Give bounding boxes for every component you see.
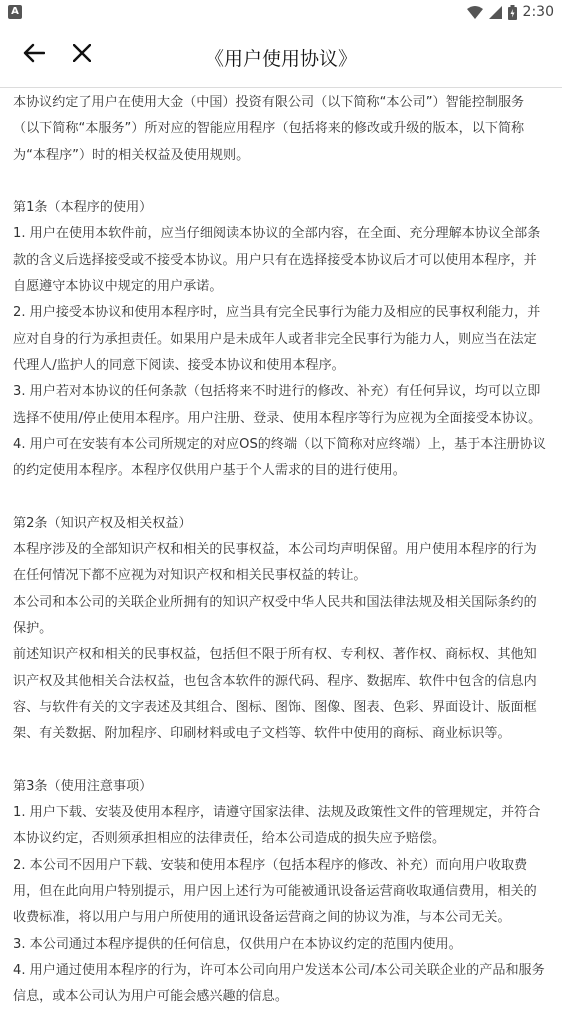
section-heading: 第1条（本程序的使用） bbox=[13, 200, 153, 216]
notification-badge-icon: A bbox=[8, 5, 22, 19]
battery-icon bbox=[508, 5, 517, 20]
arrow-left-icon bbox=[23, 43, 45, 67]
status-left bbox=[8, 5, 22, 19]
agreement-paragraph: 2. 本公司不因用户下载、安装和使用本程序（包括本程序的修改、补充）而向用户收取费用，但在此向用户特别提示，用户因上述行为可能被通讯设备运营商收取通信费用，相关的收费标准，将以用户与用户所使用的通讯设备运营商之间的协议为准，与本公司无关。 bbox=[13, 857, 537, 926]
close-icon bbox=[73, 44, 91, 66]
agreement-paragraph: 本公司和本公司的关联企业所拥有的知识产权受中华人民共和国法律法规及相关国际条约的保护。 bbox=[13, 594, 537, 636]
clock-time: 2:30 bbox=[522, 4, 554, 20]
signal-icon bbox=[489, 6, 502, 19]
wifi-icon bbox=[467, 6, 483, 19]
paragraph-gap bbox=[13, 169, 548, 195]
agreement-paragraph: 本程序涉及的全部知识产权和相关的民事权益，本公司均声明保留。用户使用本程序的行为在任何情况下都不应视为对知识产权和相关民事权益的转让。 bbox=[13, 542, 537, 584]
agreement-paragraph: 3. 用户若对本协议的任何条款（包括将来不时进行的修改、补充）有任何异议，均可以立即选择不使用/停止使用本程序。用户注册、登录、使用本程序等行为应视为全面接受本协议。 bbox=[13, 384, 542, 426]
close-button[interactable] bbox=[62, 35, 102, 75]
agreement-content bbox=[0, 88, 562, 1010]
agreement-paragraph: 前述知识产权和相关的民事权益，包括但不限于所有权、专利权、著作权、商标权、其他知识产权及其他相关合法权益，也包含本软件的源代码、程序、数据库、软件中包含的信息内容、与软件有关的文字表述及其组合、图标、图饰、图像、图表、色彩、界面设计、版面框架、有关数据、附加程序、印刷材料或电子文档等、软件中使用的商标、商业标识等。 bbox=[13, 647, 537, 742]
agreement-paragraph: 4. 用户可在安装有本公司所规定的对应OS的终端（以下简称对应终端）上，基于本注册协议的约定使用本程序。本程序仅供用户基于个人需求的目的进行使用。 bbox=[13, 436, 546, 479]
agreement-paragraph: 3. 本公司通过本程序提供的任何信息，仅供用户在本协议约定的范围内使用。 bbox=[13, 936, 462, 952]
agreement-paragraph: 4. 用户通过使用本程序的行为，许可本公司向用户发送本公司/本公司关联企业的产品和服务信息，或本公司认为用户可能会感兴趣的信息。 bbox=[13, 962, 545, 1005]
agreement-paragraph: 2. 用户接受本协议和使用本程序时，应当具有完全民事行为能力及相应的民事权利能力，并应对自身的行为承担责任。如果用户是未成年人或者非完全民事行为能力人，则应当在法定代理人/监护人的同意下阅读、接受本协议和使用本程序。 bbox=[13, 305, 541, 373]
app-bar bbox=[0, 24, 562, 88]
agreement-paragraph: 1. 用户在使用本软件前，应当仔细阅读本协议的全部内容，在全面、充分理解本协议全部条款的含义后选择接受或不接受本协议。用户只有在选择接受本协议后才可以使用本程序，并自愿遵守本协议中规定的用户承诺。 bbox=[13, 226, 541, 295]
back-button[interactable] bbox=[14, 35, 54, 75]
agreement-paragraph: 1. 用户下载、安装及使用本程序，请遵守国家法律、法规及政策性文件的管理规定，并符合本协议约定，否则须承担相应的法律责任，给本公司造成的损失应予赔偿。 bbox=[13, 805, 541, 847]
agreement-paragraph: 本协议约定了用户在使用大金（中国）投资有限公司（以下简称“本公司”）智能控制服务（以下简称“本服务”）所对应的智能应用程序（包括将来的修改或升级的版本，以下简称为“本程序”）时的相关权益及使用规则。 bbox=[13, 95, 525, 163]
page-title: 《用户使用协议》 bbox=[204, 48, 357, 70]
section-heading: 第2条（知识产权及相关权益） bbox=[13, 515, 192, 531]
status-right bbox=[467, 4, 554, 20]
paragraph-gap bbox=[13, 484, 548, 510]
section-heading: 第3条（使用注意事项） bbox=[13, 778, 153, 794]
status-bar bbox=[0, 0, 562, 24]
paragraph-gap bbox=[13, 747, 548, 773]
